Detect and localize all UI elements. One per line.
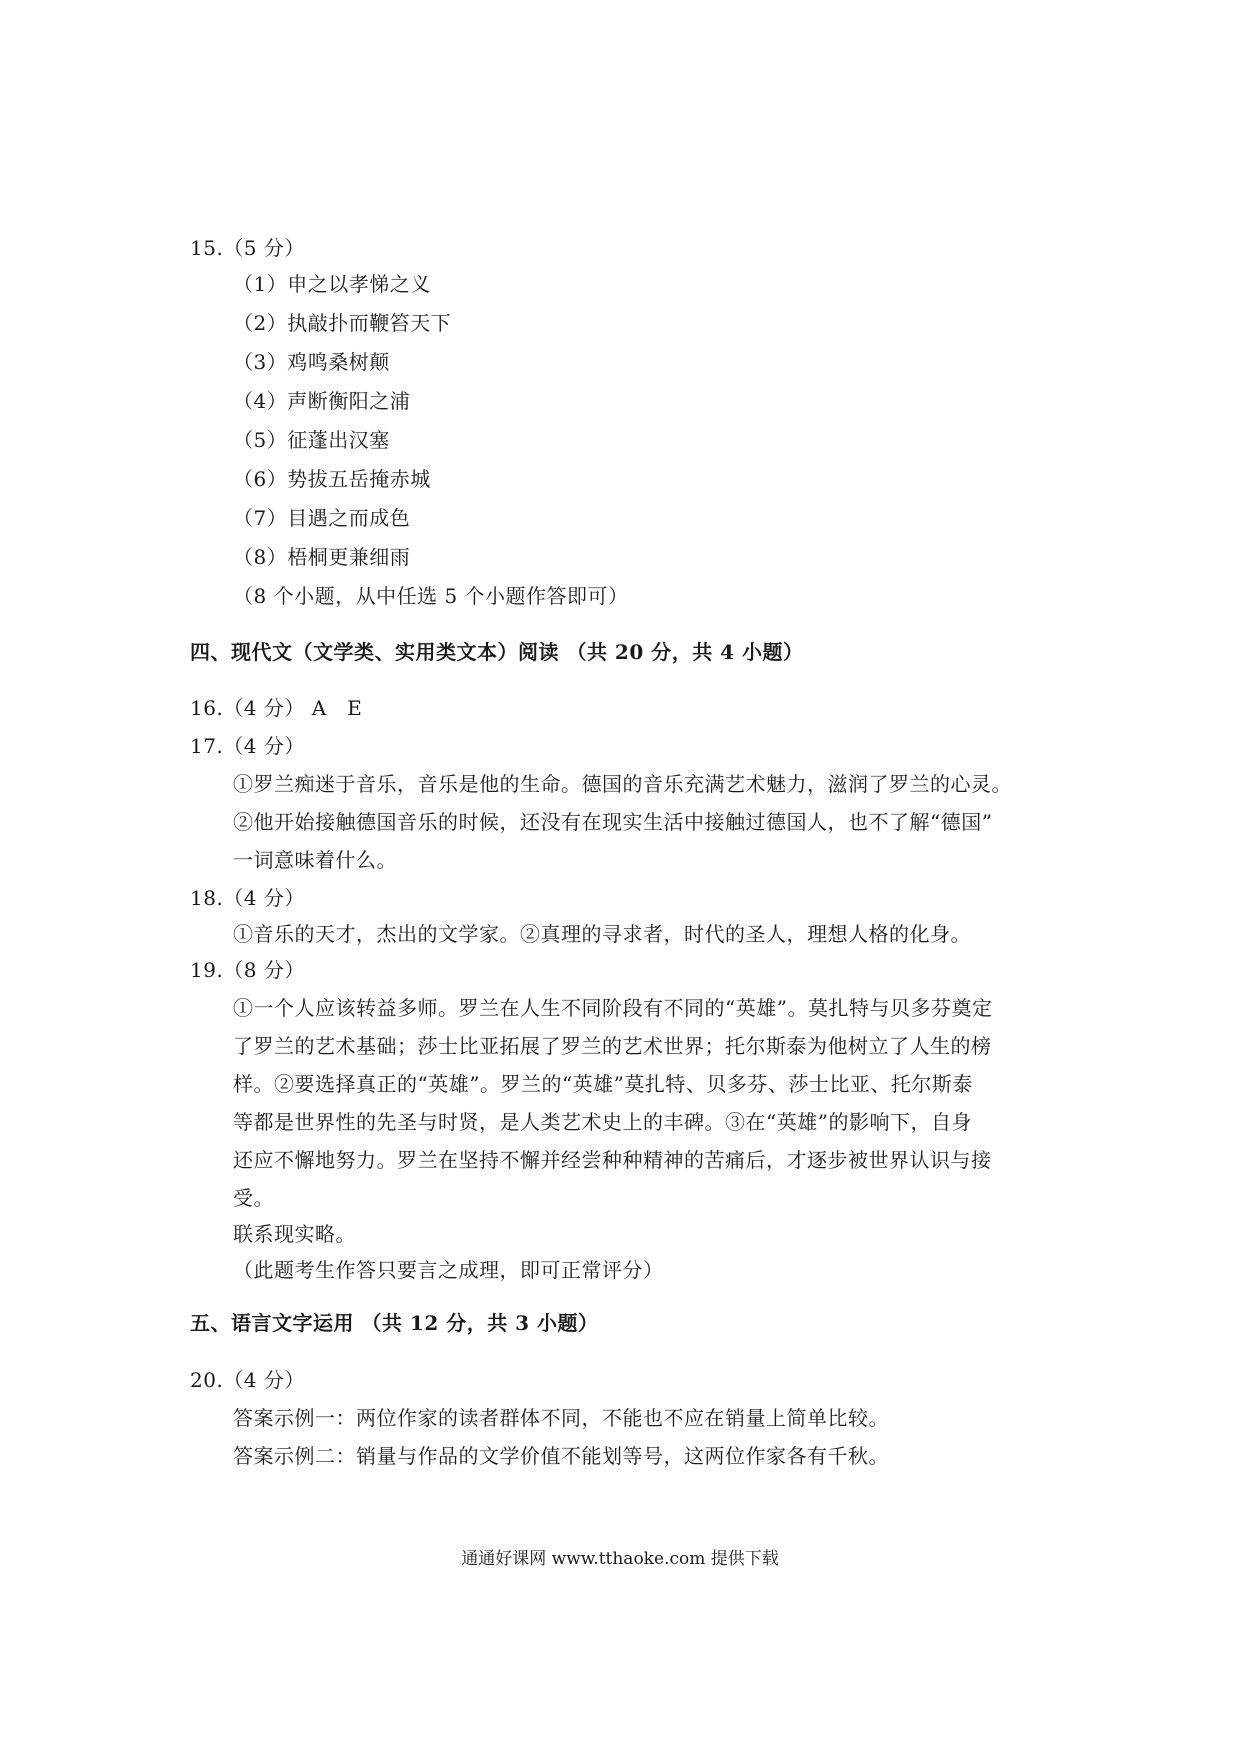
q15-answer-3: （3）鸡鸣桑树颠 <box>233 350 390 374</box>
q19-line-4: 等都是世界性的先圣与时贤，是人类艺术史上的丰碑。③在“英雄”的影响下，自身 <box>233 1110 972 1134</box>
q16-header: 16.（4 分） A E <box>190 696 363 720</box>
section-4-title: 四、现代文（文学类、实用类文本）阅读 （共 20 分，共 4 小题） <box>190 640 804 664</box>
q15-answer-5: （5）征蓬出汉塞 <box>233 428 390 452</box>
q15-header: 15.（5 分） <box>190 236 305 260</box>
q17-line-3: 一词意味着什么。 <box>233 848 397 872</box>
q19-line-7: 联系现实略。 <box>233 1222 356 1246</box>
q20-header: 20.（4 分） <box>190 1368 305 1392</box>
q17-line-1: ①罗兰痴迷于音乐，音乐是他的生命。德国的音乐充满艺术魅力，滋润了罗兰的心灵。 <box>233 772 1012 796</box>
q15-answer-7: （7）目遇之而成色 <box>233 506 411 530</box>
q15-answer-1: （1）申之以孝悌之义 <box>233 272 431 296</box>
q15-note: （8 个小题，从中任选 5 个小题作答即可） <box>233 584 629 608</box>
q19-header: 19.（8 分） <box>190 958 305 982</box>
q20-line-1: 答案示例一：两位作家的读者群体不同，不能也不应在销量上简单比较。 <box>233 1406 889 1430</box>
q19-line-2: 了罗兰的艺术基础；莎士比亚拓展了罗兰的艺术世界；托尔斯泰为他树立了人生的榜 <box>233 1034 992 1058</box>
q15-answer-4: （4）声断衡阳之浦 <box>233 389 411 413</box>
q19-line-3: 样。②要选择真正的“英雄”。罗兰的“英雄”莫扎特、贝多芬、莎士比亚、托尔斯泰 <box>233 1072 973 1096</box>
q19-line-6: 受。 <box>233 1186 274 1210</box>
q15-answer-2: （2）执敲扑而鞭笞天下 <box>233 311 452 335</box>
q18-line-1: ①音乐的天才，杰出的文学家。②真理的寻求者，时代的圣人，理想人格的化身。 <box>233 922 971 946</box>
q19-line-1: ①一个人应该转益多师。罗兰在人生不同阶段有不同的“英雄”。莫扎特与贝多芬奠定 <box>233 996 993 1020</box>
q18-header: 18.（4 分） <box>190 886 305 910</box>
q15-answer-8: （8）梧桐更兼细雨 <box>233 545 411 569</box>
section-5-title: 五、语言文字运用 （共 12 分，共 3 小题） <box>190 1311 599 1335</box>
q17-line-2: ②他开始接触德国音乐的时候，还没有在现实生活中接触过德国人，也不了解“德国” <box>233 810 993 834</box>
q19-line-5: 还应不懈地努力。罗兰在坚持不懈并经尝种种精神的苦痛后，才逐步被世界认识与接 <box>233 1148 992 1172</box>
q17-header: 17.（4 分） <box>190 734 305 758</box>
q15-answer-6: （6）势拔五岳掩赤城 <box>233 467 431 491</box>
q20-line-2: 答案示例二：销量与作品的文学价值不能划等号，这两位作家各有千秋。 <box>233 1444 889 1468</box>
page-footer: 通通好课网 www.tthaoke.com 提供下载 <box>461 1549 779 1569</box>
q19-note: （此题考生作答只要言之成理，即可正常评分） <box>233 1258 664 1282</box>
